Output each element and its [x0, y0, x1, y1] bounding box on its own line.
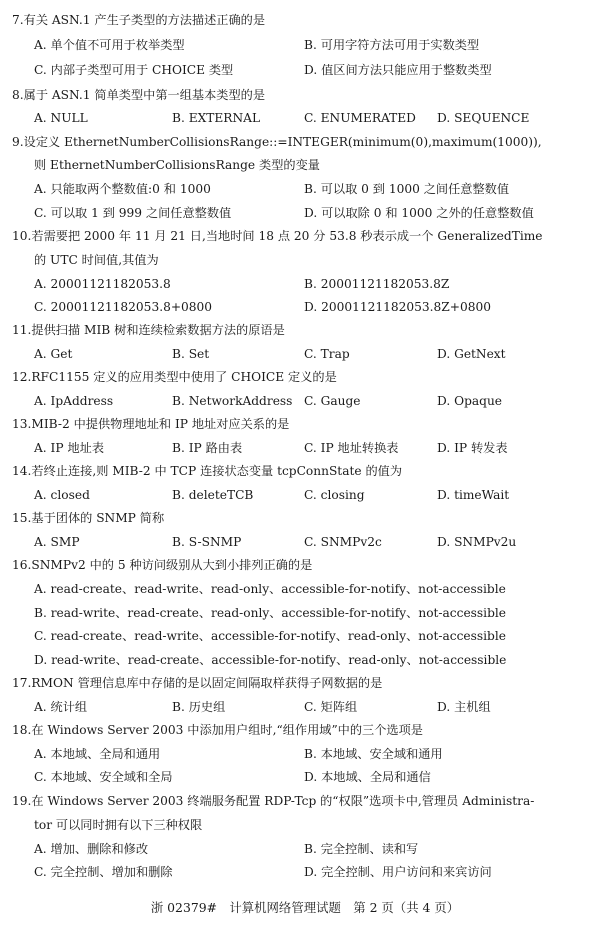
q12-option-a: A. IpAddress [34, 394, 114, 408]
q7-option-d: D. 值区间方法只能应用于整数类型 [304, 63, 492, 77]
q10-option-d: D. 20001121182053.8Z+0800 [304, 300, 491, 314]
question-10-stem-cont: 的 UTC 时间值,其值为 [34, 253, 159, 267]
q9-option-a: A. 只能取两个整数值:0 和 1000 [34, 182, 211, 196]
q11-option-d: D. GetNext [437, 347, 506, 361]
q11-option-a: A. Get [34, 347, 73, 361]
q13-option-b: B. IP 路由表 [172, 441, 243, 455]
q15-option-b: B. S-SNMP [172, 535, 242, 549]
q14-option-a: A. closed [34, 488, 90, 502]
question-15-stem: 15.基于团体的 SNMP 简称 [12, 511, 165, 525]
q17-option-d: D. 主机组 [437, 700, 491, 714]
question-7-stem: 7.有关 ASN.1 产生子类型的方法描述正确的是 [12, 13, 266, 27]
q10-option-b: B. 20001121182053.8Z [304, 277, 450, 291]
q13-option-d: D. IP 转发表 [437, 441, 508, 455]
q11-option-b: B. Set [172, 347, 210, 361]
q17-option-c: C. 矩阵组 [304, 700, 358, 714]
q8-option-d: D. SEQUENCE [437, 111, 530, 125]
q7-option-c: C. 内部子类型可用于 CHOICE 类型 [34, 63, 234, 77]
q19-option-c: C. 完全控制、增加和删除 [34, 865, 173, 879]
q15-option-a: A. SMP [34, 535, 80, 549]
q16-option-d: D. read-write、read-create、accessible-for-notify、read-only、not-accessible [34, 653, 507, 667]
q7-option-a: A. 单个值不可用于枚举类型 [34, 38, 185, 52]
q15-option-c: C. SNMPv2c [304, 535, 382, 549]
question-10-stem: 10.若需要把 2000 年 11 月 21 日,当地时间 18 点 20 分 53.8 秒表示成一个 GeneralizedTime [12, 229, 543, 243]
q16-option-a: A. read-create、read-write、read-only、accessible-for-notify、not-accessible [34, 582, 506, 596]
question-18-stem: 18.在 Windows Server 2003 中添加用户组时,“组作用域”中的三个选项是 [12, 723, 423, 737]
q17-option-b: B. 历史组 [172, 700, 226, 714]
question-17-stem: 17.RMON 管理信息库中存储的是以固定间隔取样获得子网数据的是 [12, 676, 383, 690]
question-11-stem: 11.提供扫描 MIB 树和连续检索数据方法的原语是 [12, 323, 285, 337]
question-13-stem: 13.MIB-2 中提供物理地址和 IP 地址对应关系的是 [12, 417, 290, 431]
q16-option-c: C. read-create、read-write、accessible-for-notify、read-only、not-accessible [34, 629, 506, 643]
question-8-stem: 8.属于 ASN.1 简单类型中第一组基本类型的是 [12, 88, 266, 102]
q17-option-a: A. 统计组 [34, 700, 88, 714]
q9-option-d: D. 可以取除 0 和 1000 之外的任意整数值 [304, 206, 534, 220]
q8-option-c: C. ENUMERATED [304, 111, 416, 125]
q19-option-b: B. 完全控制、读和写 [304, 842, 419, 856]
question-19-stem: 19.在 Windows Server 2003 终端服务配置 RDP-Tcp 的“权限”选项卡中,管理员 Administra- [12, 794, 535, 808]
q8-option-a: A. NULL [34, 111, 88, 125]
q19-option-a: A. 增加、删除和修改 [34, 842, 149, 856]
q9-option-c: C. 可以取 1 到 999 之间任意整数值 [34, 206, 232, 220]
question-9-stem-cont: 则 EthernetNumberCollisionsRange 类型的变量 [34, 158, 320, 172]
q10-option-a: A. 20001121182053.8 [34, 277, 171, 291]
q11-option-c: C. Trap [304, 347, 350, 361]
q14-option-d: D. timeWait [437, 488, 510, 502]
q7-option-b: B. 可用字符方法可用于实数类型 [304, 38, 480, 52]
q9-option-b: B. 可以取 0 到 1000 之间任意整数值 [304, 182, 510, 196]
q15-option-d: D. SNMPv2u [437, 535, 517, 549]
q13-option-c: C. IP 地址转换表 [304, 441, 399, 455]
q14-option-c: C. closing [304, 488, 365, 502]
question-14-stem: 14.若终止连接,则 MIB-2 中 TCP 连接状态变量 tcpConnState 的值为 [12, 464, 403, 478]
q18-option-b: B. 本地域、安全域和通用 [304, 747, 443, 761]
q19-option-d: D. 完全控制、用户访问和来宾访问 [304, 865, 492, 879]
q18-option-a: A. 本地域、全局和通用 [34, 747, 161, 761]
q13-option-a: A. IP 地址表 [34, 441, 105, 455]
q8-option-b: B. EXTERNAL [172, 111, 261, 125]
page-footer: 浙 02379# 计算机网络管理试题 第 2 页（共 4 页） [150, 900, 460, 915]
question-19-stem-cont: tor 可以同时拥有以下三种权限 [34, 818, 203, 832]
q14-option-b: B. deleteTCB [172, 488, 254, 502]
question-16-stem: 16.SNMPv2 中的 5 种访问级别从大到小排列正确的是 [12, 558, 313, 572]
q12-option-d: D. Opaque [437, 394, 503, 408]
q16-option-b: B. read-write、read-create、read-only、accessible-for-notify、not-accessible [34, 606, 506, 620]
q12-option-c: C. Gauge [304, 394, 361, 408]
question-12-stem: 12.RFC1155 定义的应用类型中使用了 CHOICE 定义的是 [12, 370, 337, 384]
question-9-stem: 9.设定义 EthernetNumberCollisionsRange::=INTEGER(minimum(0),maximum(1000)), [12, 135, 542, 149]
q18-option-c: C. 本地域、安全域和全局 [34, 770, 173, 784]
q18-option-d: D. 本地域、全局和通信 [304, 770, 431, 784]
q12-option-b: B. NetworkAddress [172, 394, 293, 408]
q10-option-c: C. 20001121182053.8+0800 [34, 300, 213, 314]
